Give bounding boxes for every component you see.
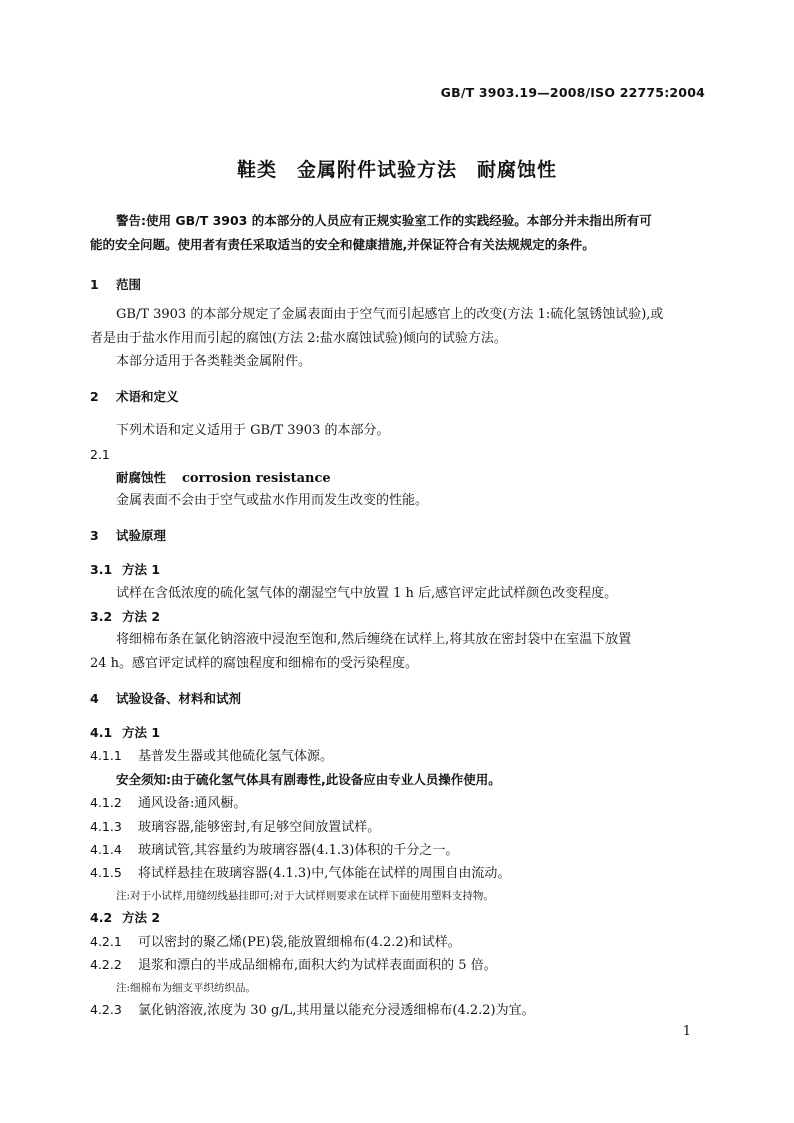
section-4-number: 4 — [90, 691, 99, 706]
clause-4-1-title: 方法 1 — [122, 725, 161, 740]
clause-4-1-number: 4.1 — [90, 725, 113, 740]
section-1-para-1b: 者是由于盐水作用而引起的腐蚀(方法 2:盐水腐蚀试验)倾向的试验方法。 — [90, 331, 507, 346]
clause-3-2-heading — [90, 608, 710, 626]
section-1-number: 1 — [90, 277, 99, 292]
section-2-heading — [90, 388, 710, 406]
item-text: 基普发生器或其他硫化氢气体源。 — [138, 749, 334, 764]
clause-3-1-title: 方法 1 — [122, 562, 161, 577]
section-3-heading — [90, 527, 710, 545]
item-text: 退浆和漂白的半成品细棉布,面积大约为试样表面面积的 5 倍。 — [138, 958, 497, 973]
item-number: 4.1.2 — [90, 795, 122, 810]
section-3-number: 3 — [90, 528, 99, 543]
section-2-number: 2 — [90, 389, 99, 404]
item-number: 4.2.2 — [90, 957, 122, 972]
section-1-para-1a: GB/T 3903 的本部分规定了金属表面由于空气而引起感官上的改变(方法 1:硫化氢锈蚀试验),或 — [116, 307, 664, 322]
clause-3-2-title: 方法 2 — [122, 609, 161, 624]
item-number: 4.2.1 — [90, 934, 122, 949]
item-text: 玻璃试管,其容量约为玻璃容器(4.1.3)体积的千分之一。 — [138, 843, 459, 858]
section-2-title: 术语和定义 — [116, 389, 179, 404]
item-4-1-5 — [90, 864, 710, 883]
item-number: 4.1.4 — [90, 842, 122, 857]
item-number: 4.1.3 — [90, 819, 122, 834]
clause-4-2-number: 4.2 — [90, 910, 113, 925]
warning-line-1: 警告:使用 GB/T 3903 的本部分的人员应有正规实验室工作的实践经验。本部分并未指出所有可 — [116, 213, 652, 228]
clause-3-2-text-a: 将细棉布条在氯化钠溶液中浸泡至饱和,然后缠绕在试样上,将其放在密封袋中在室温下放置 — [116, 632, 632, 647]
document-title: 鞋类 金属附件试验方法 耐腐蚀性 — [236, 159, 557, 181]
clause-3-1-heading — [90, 561, 710, 579]
note-4-1-5: 注:对于小试样,用缝纫线悬挂即可;对于大试样则要求在试样下面使用塑料支持物。 — [116, 890, 494, 902]
clause-4-2-heading — [90, 909, 710, 927]
term-chinese: 耐腐蚀性 — [116, 470, 167, 485]
clause-3-2-number: 3.2 — [90, 609, 113, 624]
safety-notice: 安全须知:由于硫化氢气体具有剧毒性,此设备应由专业人员操作使用。 — [116, 772, 501, 787]
item-4-2-2 — [90, 956, 710, 975]
section-2-para: 下列术语和定义适用于 GB/T 3903 的本部分。 — [116, 423, 390, 438]
item-4-2-3 — [90, 1001, 710, 1020]
item-text: 玻璃容器,能够密封,有足够空间放置试样。 — [138, 820, 381, 835]
clause-3-2-text-b: 24 h。感官评定试样的腐蚀程度和细棉布的受污染程度。 — [90, 656, 419, 671]
item-text: 氯化钠溶液,浓度为 30 g/L,其用量以能充分浸透细棉布(4.2.2)为宜。 — [138, 1003, 535, 1018]
term-definition: 金属表面不会由于空气或盐水作用而发生改变的性能。 — [116, 493, 429, 508]
section-3-title: 试验原理 — [116, 528, 167, 543]
clause-4-1-heading — [90, 724, 710, 742]
item-text: 可以密封的聚乙烯(PE)袋,能放置细棉布(4.2.2)和试样。 — [138, 935, 461, 950]
item-4-1-3 — [90, 818, 710, 837]
item-number: 4.1.5 — [90, 865, 122, 880]
item-text: 将试样悬挂在玻璃容器(4.1.3)中,气体能在试样的周围自由流动。 — [138, 866, 511, 881]
section-4-heading — [90, 690, 710, 708]
page-number: 1 — [682, 1024, 691, 1039]
section-1-para-2: 本部分适用于各类鞋类金属附件。 — [116, 354, 312, 369]
clause-3-1-number: 3.1 — [90, 562, 113, 577]
clause-4-2-title: 方法 2 — [122, 910, 161, 925]
clause-2-1-number: 2.1 — [90, 447, 110, 462]
warning-line-2: 能的安全问题。使用者有责任采取适当的安全和健康措施,并保证符合有关法规规定的条件。 — [90, 237, 595, 252]
section-1-title: 范围 — [116, 277, 142, 292]
section-1-heading — [90, 276, 710, 294]
item-4-1-4 — [90, 841, 710, 860]
item-text: 通风设备:通风橱。 — [138, 796, 247, 811]
standard-code: GB/T 3903.19—2008/ISO 22775:2004 — [440, 85, 705, 100]
item-4-1-2 — [90, 794, 710, 813]
term-entry — [116, 469, 736, 488]
section-4-title: 试验设备、材料和试剂 — [116, 691, 242, 706]
item-number: 4.1.1 — [90, 748, 122, 763]
item-4-1-1 — [90, 747, 710, 766]
note-4-2-2: 注:细棉布为细支平织纺织品。 — [116, 982, 257, 994]
item-4-2-1 — [90, 933, 710, 952]
clause-3-1-text: 试样在含低浓度的硫化氢气体的潮湿空气中放置 1 h 后,感官评定此试样颜色改变程度。 — [116, 586, 618, 601]
term-english: corrosion resistance — [182, 471, 331, 486]
item-number: 4.2.3 — [90, 1002, 122, 1017]
